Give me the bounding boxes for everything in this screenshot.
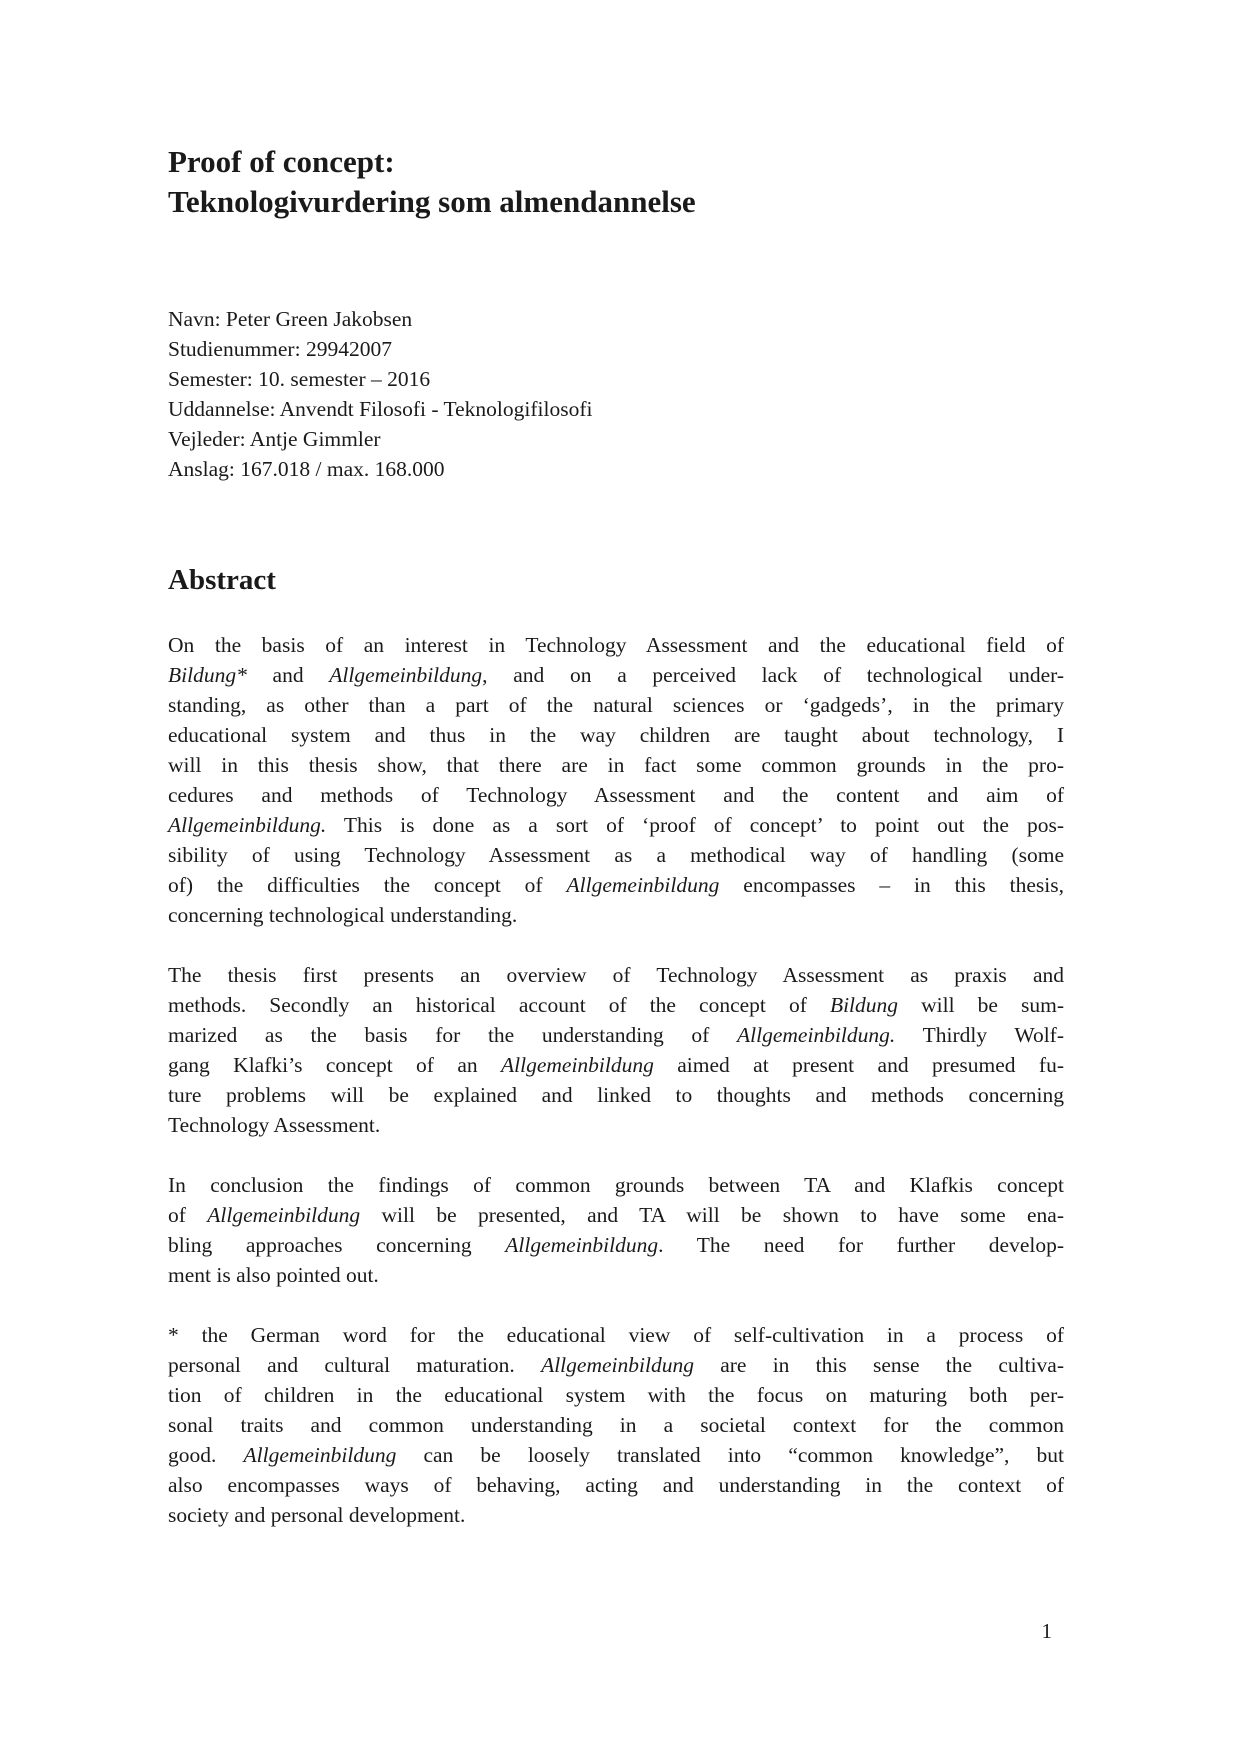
text-segment: tion of children in the educational system with the focus on maturing both per- [168, 1383, 1064, 1407]
text-line [168, 1380, 1064, 1410]
text-line [168, 1110, 1064, 1140]
student-info-block [168, 304, 1064, 484]
text-segment: aimed at present and presumed fu- [653, 1053, 1064, 1077]
text-segment: of [168, 1203, 208, 1227]
text-segment: The thesis first presents an overview of Technology Assessment as praxis and [168, 963, 1064, 987]
italic-text-segment: Allgemeinbildung [505, 1233, 659, 1257]
text-line [168, 870, 1064, 900]
text-line [168, 720, 1064, 750]
text-segment: are in this sense the cultiva- [693, 1353, 1064, 1377]
abstract-paragraph [168, 630, 1064, 930]
text-segment: also encompasses ways of behaving, acting and understanding in the context of [168, 1473, 1064, 1497]
text-segment: marized as the basis for the understanding of [168, 1023, 738, 1047]
italic-text-segment: Bildung [829, 993, 899, 1017]
italic-text-segment: Allgemeinbildung [329, 663, 483, 687]
text-line [168, 1500, 1064, 1530]
abstract-paragraph [168, 1170, 1064, 1290]
text-segment: . The need for further develop- [658, 1233, 1065, 1257]
text-segment: and [246, 663, 330, 687]
text-line [168, 1410, 1064, 1440]
italic-text-segment: Bildung* [168, 663, 247, 687]
text-segment: will be sum- [898, 993, 1064, 1017]
text-line [168, 840, 1064, 870]
text-segment: On the basis of an interest in Technology Assessment and the educational field of [168, 633, 1064, 657]
text-segment: In conclusion the findings of common grounds between TA and Klafkis concept [168, 1173, 1064, 1197]
meta-line-supervisor: Vejleder: Antje Gimmler [168, 427, 381, 451]
text-line [168, 1260, 1064, 1290]
text-line [168, 1080, 1064, 1110]
meta-line-student-number: Studienummer: 29942007 [168, 337, 392, 361]
text-segment: society and personal development. [168, 1503, 466, 1527]
text-segment: This is done as a sort of ‘proof of concept’ to point out the pos- [326, 813, 1064, 837]
text-segment: methods. Secondly an historical account of the concept of [168, 993, 830, 1017]
text-line [168, 1020, 1064, 1050]
text-line [168, 900, 1064, 930]
abstract-heading: Abstract [168, 564, 276, 596]
abstract-paragraph [168, 1320, 1064, 1530]
text-segment: can be loosely translated into “common knowledge”, but [396, 1443, 1064, 1467]
text-line [168, 1470, 1064, 1500]
italic-text-segment: Allgemeinbildung [207, 1203, 361, 1227]
text-segment: Technology Assessment. [168, 1113, 381, 1137]
meta-line-character-count: Anslag: 167.018 / max. 168.000 [168, 457, 445, 481]
text-line [168, 960, 1064, 990]
text-segment: * the German word for the educational view of self-cultivation in a process of [168, 1323, 1064, 1347]
italic-text-segment: Allgemeinbildung. [737, 1023, 896, 1047]
page-number: 1 [1041, 1619, 1052, 1643]
text-line [168, 810, 1064, 840]
text-line [168, 990, 1064, 1020]
text-line [168, 630, 1064, 660]
text-segment: will be presented, and TA will be shown to have some ena- [360, 1203, 1064, 1227]
text-segment: , and on a perceived lack of technological under- [482, 663, 1065, 687]
text-segment: cedures and methods of Technology Assessment and the content and aim of [168, 783, 1064, 807]
text-line [168, 660, 1064, 690]
abstract-body [168, 630, 1064, 1530]
text-segment: sibility of using Technology Assessment as a methodical way of handling (some [168, 843, 1064, 867]
title-line-1: Proof of concept: [168, 144, 395, 179]
meta-line-name: Navn: Peter Green Jakobsen [168, 307, 413, 331]
text-segment: educational system and thus in the way children are taught about technology, I [168, 723, 1064, 747]
text-line [168, 1320, 1064, 1350]
text-line [168, 1170, 1064, 1200]
italic-text-segment: Allgemeinbildung [501, 1053, 654, 1077]
text-segment: will in this thesis show, that there are in fact some common grounds in the pro- [168, 753, 1064, 777]
text-segment: bling approaches concerning [168, 1233, 506, 1257]
italic-text-segment: Allgemeinbildung [566, 873, 720, 897]
text-segment: sonal traits and common understanding in a societal context for the common [168, 1413, 1064, 1437]
text-segment: concerning technological understanding. [168, 903, 518, 927]
text-line [168, 1350, 1064, 1380]
meta-line-semester: Semester: 10. semester – 2016 [168, 367, 431, 391]
text-segment: good. [168, 1443, 244, 1467]
text-segment: encompasses – in this thesis, [719, 873, 1064, 897]
text-segment: ture problems will be explained and linked to thoughts and methods concerning [168, 1083, 1064, 1107]
meta-line-education: Uddannelse: Anvendt Filosofi - Teknologifilosofi [168, 397, 593, 421]
text-segment: personal and cultural maturation. [168, 1353, 542, 1377]
italic-text-segment: Allgemeinbildung [243, 1443, 397, 1467]
text-line [168, 1230, 1064, 1260]
text-line [168, 1050, 1064, 1080]
text-segment: ment is also pointed out. [168, 1263, 379, 1287]
italic-text-segment: Allgemeinbildung. [168, 813, 327, 837]
text-segment: gang Klafki’s concept of an [168, 1053, 502, 1077]
text-line [168, 1200, 1064, 1230]
text-line [168, 750, 1064, 780]
abstract-paragraph [168, 960, 1064, 1140]
document-title [168, 142, 1064, 222]
text-line [168, 1440, 1064, 1470]
title-line-2: Teknologivurdering som almendannelse [168, 184, 696, 219]
text-line [168, 690, 1064, 720]
italic-text-segment: Allgemeinbildung [541, 1353, 694, 1377]
text-segment: Thirdly Wolf- [895, 1023, 1064, 1047]
text-line [168, 780, 1064, 810]
text-segment: of) the difficulties the concept of [168, 873, 567, 897]
text-segment: standing, as other than a part of the natural sciences or ‘gadgeds’, in the primary [168, 693, 1064, 717]
